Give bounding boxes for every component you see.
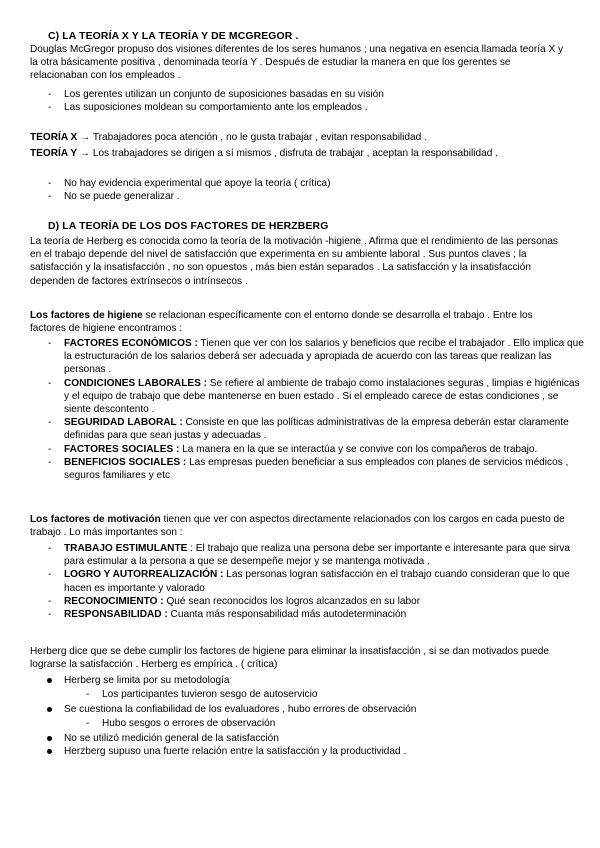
- section-d-heading: D) LA TEORÍA DE LOS DOS FACTORES DE HERZBERG: [48, 221, 329, 232]
- item-term: FACTORES ECONÓMICOS :: [64, 338, 198, 349]
- item-text: Las personas logran satisfacción en el trabajo cuando consideran que lo que hacen es importante y valorado: [64, 569, 570, 594]
- item-term: RECONOCIMIENTO :: [64, 595, 164, 607]
- hygiene-intro: [30, 309, 570, 335]
- theory-x-text: → Trabajadores poca atención , no le gusta trabajar , evitan responsabilidad .: [77, 132, 427, 143]
- item-term: BENEFICIOS SOCIALES :: [64, 456, 187, 468]
- item-text: Se refiere al ambiente de trabajo como instalaciones seguras , limpias e higiénicas y el equipo de trabajo que debe mantenerse en buen estado . Si el empleado carece de estas condiciones , se siente descontento .: [64, 377, 580, 416]
- list-item: [30, 377, 586, 417]
- list-item: - No hay evidencia experimental que apoye la teoría ( crítica): [30, 177, 570, 190]
- item-term: TRABAJO ESTIMULANTE: [64, 543, 188, 554]
- critique-text: Herberg se limita por su metodología: [64, 675, 230, 686]
- section-c-heading: C) LA TEORÍA X Y LA TEORÍA Y DE MCGREGOR .: [48, 31, 299, 42]
- list-item: [30, 443, 586, 456]
- item-term: CONDICIONES LABORALES :: [64, 377, 207, 389]
- list-item: - Las suposiciones moldean su comportamiento ante los empleados .: [30, 101, 570, 114]
- hygiene-factors-list: [30, 337, 586, 482]
- section-c-bullets: [30, 88, 570, 114]
- list-item: [30, 568, 586, 594]
- list-item: [30, 416, 586, 442]
- herzberg-critique-sub-1: [30, 688, 570, 701]
- item-text: Consiste en que las políticas administrativas de la empresa deberán estar claramente definidas para que sean justas y adecuadas .: [64, 417, 569, 442]
- list-item: Se cuestiona la confiabilidad de los evaluadores , hubo errores de observación: [30, 703, 570, 716]
- section-c-critique: [30, 177, 570, 203]
- item-term: LOGRO Y AUTORREALIZACIÓN :: [64, 569, 224, 581]
- theory-y-text: → Los trabajadores se dirigen a sí mismos , disfruta de trabajar , aceptan la responsabilidad .: [77, 148, 498, 159]
- motivation-intro: [30, 513, 570, 539]
- list-item: - Los participantes tuvieron sesgo de autoservicio: [30, 688, 570, 701]
- herzberg-critique-sub-2: [30, 717, 570, 730]
- theory-x-line: [30, 131, 570, 144]
- list-item: - No se puede generalizar .: [30, 190, 570, 203]
- list-item: [30, 542, 586, 568]
- hygiene-intro-text: se relacionan específicamente con el entorno donde se desarrolla el trabajo . Entre los factores de higiene encontramos :: [30, 310, 533, 335]
- motivation-intro-text: tienen que ver con aspectos directamente relacionados con los cargos en cada puesto de trabajo . Lo más importantes son :: [30, 514, 565, 539]
- herzberg-critique-list-2: [30, 703, 570, 716]
- theory-x-label: TEORÍA X: [30, 132, 78, 143]
- item-term: SEGURIDAD LABORAL :: [64, 417, 183, 429]
- conclusion-paragraph: Herberg dice que se debe cumplir los factores de higiene para eliminar la insatisfacción , si se dan motivados puede lograrse la satisfacción . Herberg es empírica . ( crítica): [30, 646, 549, 671]
- list-item: [30, 674, 570, 687]
- section-d-intro: La teoría de Herberg es conocida como la teoría de la motivación -higiene . Afirma que el rendimiento de las personas en el trabajo depende del nivel de satisfacción que experimenta en su ambiente laboral . Sus puntos claves ; la satisfacción y la insatisfacción , no son opuestos , más bien están separados . La satisfacción y la insatisfacción dependen de factores extrínsecos o intrínsecos .: [30, 236, 558, 287]
- section-c-intro: Douglas McGregor propuso dos visiones diferentes de los seres humanos ; una negativa en esencia llamada teoría X y la otra básicamente positiva , denominada teoría Y . Después de estudiar la manera en que los gerentes se relacionaban con los empleados .: [30, 44, 564, 82]
- list-item: No se utilizó medición general de la satisfacción: [30, 732, 570, 745]
- list-item: [30, 595, 586, 608]
- theory-y-line: [30, 147, 570, 160]
- list-item: Herzberg supuso una fuerte relación entre la satisfacción y la productividad .: [30, 745, 570, 758]
- item-term: FACTORES SOCIALES :: [64, 443, 180, 455]
- item-text: Qué sean reconocidos los logros alcanzados en su labor: [163, 595, 421, 607]
- motivation-factors-list: [30, 542, 586, 621]
- item-text: La manera en la que se interactúa y se convive con los compañeros de trabajo.: [179, 443, 538, 455]
- motivation-label: Los factores de motivación: [30, 514, 161, 525]
- item-text: Tienen que ver con los salarios y beneficios que recibe el trabajador . Ello implica que la estructuración de los salarios deberá ser adecuada y apropiada de acuerdo con las tareas que realizan las personas .: [64, 338, 584, 376]
- list-item: - Hubo sesgos o errores de observación: [30, 717, 570, 730]
- item-term: RESPONSABILIDAD :: [64, 609, 168, 621]
- list-item: [30, 608, 586, 621]
- list-item: [30, 456, 586, 482]
- herzberg-critique-list-3: [30, 732, 570, 758]
- list-item: - Los gerentes utilizan un conjunto de suposiciones basadas en su visión: [30, 88, 570, 101]
- item-text: Las empresas pueden beneficiar a sus empleados con planes de servicios médicos , seguros familiares y etc: [64, 456, 569, 482]
- hygiene-label: Los factores de higiene: [30, 310, 143, 321]
- theory-y-label: TEORÍA Y: [30, 148, 78, 159]
- item-text: Cuanta más responsabilidad más autodeterminación: [167, 609, 407, 621]
- item-text: : El trabajo que realiza una persona debe ser importante e interesante para que sirva para estimular a la persona a que se desempeñe mejor y se mantenga motivada .: [64, 543, 571, 568]
- list-item: [30, 337, 586, 377]
- herzberg-critique-list: [30, 674, 570, 687]
